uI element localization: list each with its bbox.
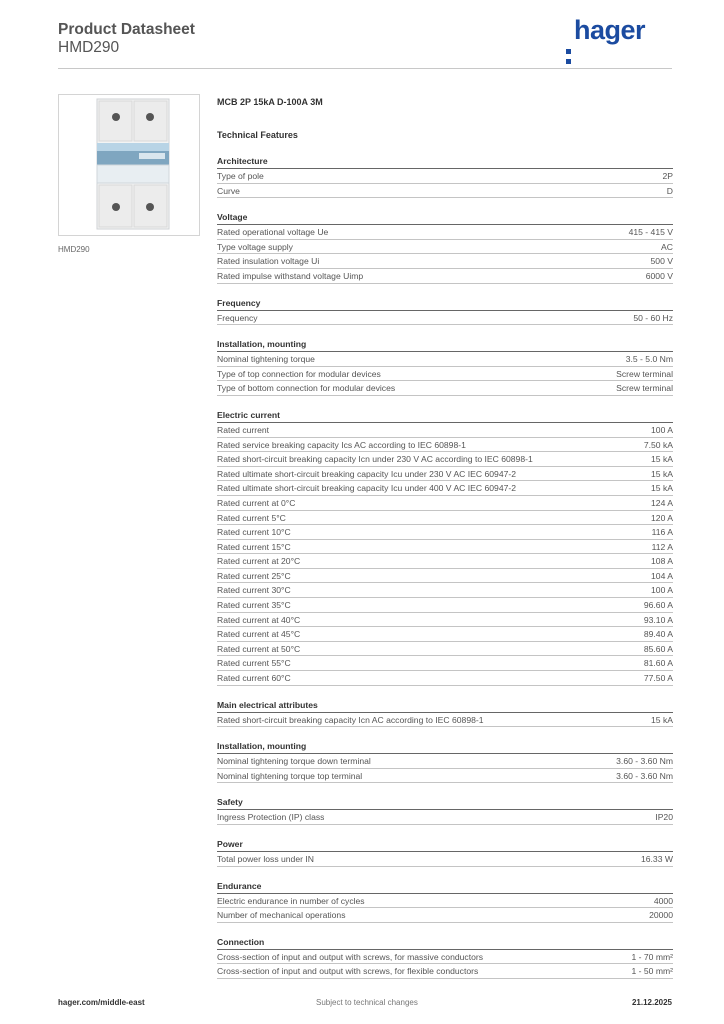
spec-label: Rated current at 45°C <box>217 629 301 640</box>
spec-value: 120 A <box>651 512 673 523</box>
spec-value: 104 A <box>651 570 673 581</box>
spec-row <box>217 452 673 467</box>
spec-row <box>217 367 673 382</box>
section <box>217 740 673 783</box>
spec-value: 100 A <box>651 424 673 435</box>
spec-label: Rated current at 20°C <box>217 556 301 567</box>
spec-row <box>217 423 673 438</box>
spec-value: 50 - 60 Hz <box>633 312 673 323</box>
spec-row <box>217 852 673 867</box>
feature-sections <box>217 155 673 979</box>
spec-label: Type of top connection for modular devices <box>217 368 381 379</box>
spec-label: Rated current <box>217 424 270 435</box>
spec-label: Rated current 25°C <box>217 570 291 581</box>
spec-value: 15 kA <box>651 468 673 479</box>
hager-logo <box>566 15 645 46</box>
image-caption: HMD290 <box>58 245 90 254</box>
section <box>217 338 673 396</box>
spec-row <box>217 496 673 511</box>
spec-value: Screw terminal <box>616 368 673 379</box>
spec-row <box>217 964 673 979</box>
circuit-breaker-illustration <box>59 95 199 235</box>
product-code: HMD290 <box>58 39 120 56</box>
page-title: Product Datasheet <box>58 21 195 38</box>
spec-label: Rated current 15°C <box>217 541 291 552</box>
spec-value: 7.50 kA <box>643 439 673 450</box>
spec-label: Nominal tightening torque top terminal <box>217 770 363 781</box>
spec-value: 77.50 A <box>643 673 673 684</box>
section-heading: Connection <box>217 936 673 950</box>
header-divider <box>58 68 672 69</box>
spec-value: 2P <box>662 171 673 181</box>
spec-label: Rated short-circuit breaking capacity Icn AC according to IEC 60898-1 <box>217 714 484 725</box>
spec-row <box>217 894 673 909</box>
spec-row <box>217 169 673 184</box>
spec-value: 124 A <box>651 497 673 508</box>
spec-row <box>217 642 673 657</box>
section-heading: Endurance <box>217 880 673 894</box>
spec-value: Screw terminal <box>616 383 673 394</box>
spec-label: Rated impulse withstand voltage Uimp <box>217 270 364 281</box>
section <box>217 409 673 686</box>
section-heading: Installation, mounting <box>217 740 673 754</box>
spec-row <box>217 540 673 555</box>
spec-row <box>217 467 673 482</box>
spec-value: 89.40 A <box>643 629 673 640</box>
section <box>217 880 673 923</box>
features-heading: Technical Features <box>217 130 298 140</box>
section-heading: Voltage <box>217 211 673 225</box>
spec-value: 20000 <box>649 910 673 921</box>
spec-value: 415 - 415 V <box>628 227 673 238</box>
section <box>217 155 673 198</box>
spec-label: Frequency <box>217 312 258 323</box>
spec-row <box>217 613 673 628</box>
spec-value: 16.33 W <box>640 854 673 864</box>
spec-label: Rated ultimate short-circuit breaking capacity Icu under 400 V AC IEC 60947-2 <box>217 483 517 494</box>
spec-value: 15 kA <box>651 714 673 725</box>
spec-row <box>217 481 673 496</box>
spec-value: 100 A <box>651 585 673 596</box>
spec-value: 112 A <box>651 541 673 552</box>
spec-label: Rated current at 50°C <box>217 643 301 654</box>
spec-label: Number of mechanical operations <box>217 910 346 921</box>
section <box>217 211 673 283</box>
section-heading: Installation, mounting <box>217 338 673 352</box>
spec-row <box>217 671 673 686</box>
spec-label: Curve <box>217 185 240 196</box>
spec-row <box>217 754 673 769</box>
spec-label: Rated current 5°C <box>217 512 286 523</box>
page-header <box>58 21 195 57</box>
section <box>217 297 673 326</box>
spec-value: 96.60 A <box>643 600 673 611</box>
spec-value: 116 A <box>651 527 673 538</box>
spec-label: Rated current at 40°C <box>217 614 301 625</box>
spec-row <box>217 656 673 671</box>
section-heading: Electric current <box>217 409 673 423</box>
spec-row <box>217 381 673 396</box>
section <box>217 936 673 979</box>
spec-value: 81.60 A <box>643 658 673 669</box>
spec-label: Nominal tightening torque down terminal <box>217 756 371 767</box>
spec-label: Nominal tightening torque <box>217 354 315 365</box>
spec-value: 108 A <box>651 556 673 567</box>
spec-row <box>217 810 673 825</box>
spec-label: Cross-section of input and output with screws, for massive conductors <box>217 951 484 962</box>
section <box>217 699 673 728</box>
datasheet-content <box>217 95 673 979</box>
spec-label: Rated ultimate short-circuit breaking capacity Icu under 230 V AC IEC 60947-2 <box>217 468 517 479</box>
spec-label: Total power loss under IN <box>217 854 314 864</box>
spec-row <box>217 438 673 453</box>
spec-label: Rated service breaking capacity Ics AC according to IEC 60898-1 <box>217 439 466 450</box>
spec-row <box>217 525 673 540</box>
footer-website[interactable]: hager.com/middle-east <box>58 998 145 1007</box>
spec-value: 93.10 A <box>643 614 673 625</box>
spec-row <box>217 950 673 965</box>
spec-value: 15 kA <box>651 483 673 494</box>
spec-row <box>217 554 673 569</box>
spec-row <box>217 269 673 284</box>
spec-row <box>217 225 673 240</box>
spec-label: Rated current 55°C <box>217 658 291 669</box>
spec-label: Type of bottom connection for modular devices <box>217 383 396 394</box>
spec-row <box>217 240 673 255</box>
spec-label: Type voltage supply <box>217 241 293 252</box>
spec-row <box>217 598 673 613</box>
spec-value: 3.60 - 3.60 Nm <box>616 770 673 781</box>
spec-value: IP20 <box>655 812 673 823</box>
spec-label: Cross-section of input and output with screws, for flexible conductors <box>217 966 479 977</box>
spec-label: Rated operational voltage Ue <box>217 227 329 238</box>
spec-value: 6000 V <box>645 270 673 281</box>
spec-value: 15 kA <box>651 454 673 465</box>
footer-note: Subject to technical changes <box>316 998 418 1007</box>
spec-row <box>217 352 673 367</box>
section <box>217 796 673 825</box>
spec-row <box>217 583 673 598</box>
spec-row <box>217 311 673 326</box>
section-heading: Safety <box>217 796 673 810</box>
spec-value: 1 - 70 mm² <box>631 951 673 962</box>
section-heading: Frequency <box>217 297 673 311</box>
section-heading: Power <box>217 838 673 852</box>
spec-row <box>217 254 673 269</box>
logo-text: hager <box>574 15 646 45</box>
spec-value: 3.60 - 3.60 Nm <box>616 756 673 767</box>
spec-label: Rated insulation voltage Ui <box>217 256 320 267</box>
spec-value: 4000 <box>653 895 673 906</box>
spec-value: 3.5 - 5.0 Nm <box>625 354 673 365</box>
spec-value: 1 - 50 mm² <box>631 966 673 977</box>
spec-label: Rated current 10°C <box>217 527 291 538</box>
section-heading: Architecture <box>217 155 673 169</box>
product-image <box>58 94 200 236</box>
spec-value: D <box>666 185 673 196</box>
spec-row <box>217 511 673 526</box>
spec-label: Electric endurance in number of cycles <box>217 895 365 906</box>
spec-row <box>217 627 673 642</box>
footer-date: 21.12.2025 <box>631 998 672 1007</box>
spec-label: Rated short-circuit breaking capacity Icn under 230 V AC according to IEC 60898-1 <box>217 454 533 465</box>
spec-row <box>217 713 673 728</box>
product-title: MCB 2P 15kA D-100A 3M <box>217 97 323 107</box>
spec-row <box>217 769 673 784</box>
spec-row <box>217 908 673 923</box>
spec-label: Rated current 35°C <box>217 600 291 611</box>
spec-value: 85.60 A <box>643 643 673 654</box>
section <box>217 838 673 867</box>
spec-label: Type of pole <box>217 171 264 181</box>
spec-label: Ingress Protection (IP) class <box>217 812 325 823</box>
section-heading: Main electrical attributes <box>217 699 673 713</box>
spec-row <box>217 569 673 584</box>
spec-label: Rated current 60°C <box>217 673 291 684</box>
spec-label: Rated current at 0°C <box>217 497 296 508</box>
spec-label: Rated current 30°C <box>217 585 291 596</box>
spec-value: AC <box>661 241 673 252</box>
spec-value: 500 V <box>650 256 673 267</box>
spec-row <box>217 184 673 199</box>
